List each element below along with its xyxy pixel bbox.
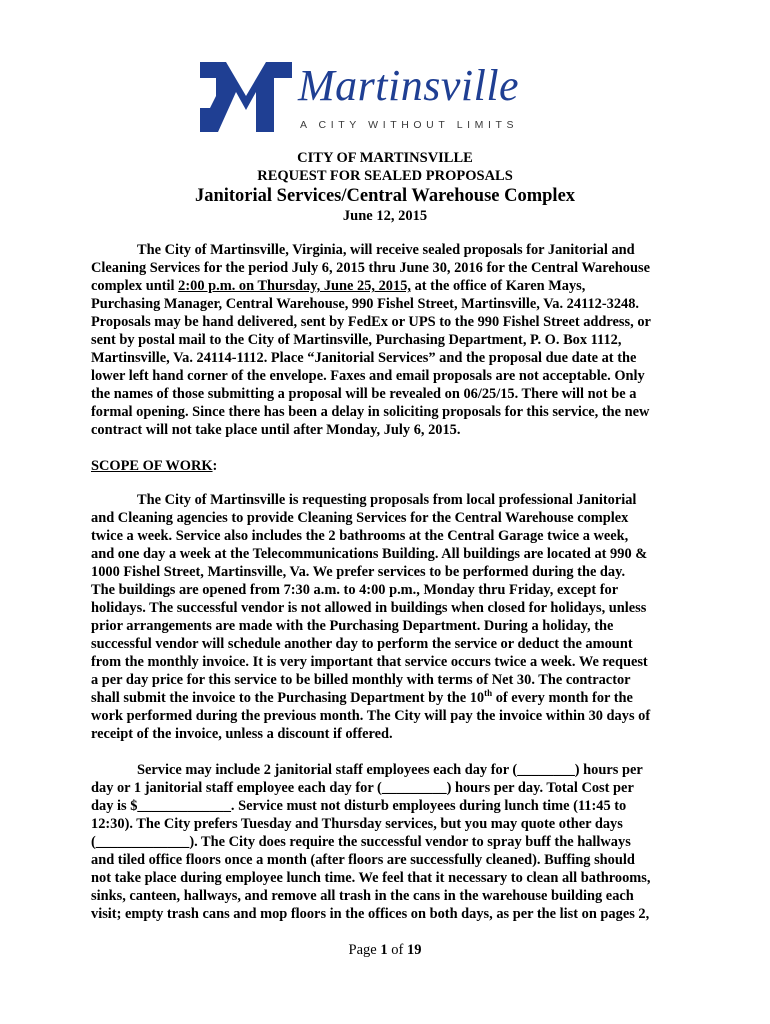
text-line: sinks, canteen, hallways, and remove all trash in the cans in the warehouse building each bbox=[91, 888, 634, 904]
logo-tagline: A CITY WITHOUT LIMITS bbox=[300, 119, 519, 131]
scope-heading bbox=[91, 457, 681, 475]
text-segment: at the office of Karen Mays, bbox=[411, 278, 586, 294]
text-line: The buildings are opened from 7:30 a.m. to 4:00 p.m., Monday thru Friday, except for bbox=[91, 582, 619, 598]
text-segment: shall submit the invoice to the Purchasing Department by the 10 bbox=[91, 690, 485, 706]
page-label: Page bbox=[348, 942, 381, 958]
text-segment: of every month for the bbox=[492, 690, 633, 706]
text-line: day is $_____________. Service must not disturb employees during lunch time (11:45 to bbox=[91, 798, 627, 814]
text-line: the names of those submitting a proposal will be revealed on 06/25/15. There will not be a bbox=[91, 386, 637, 402]
text-line: not take place during employee lunch time. We feel that it necessary to clean all bathrooms, bbox=[91, 870, 651, 886]
text-line: lower left hand corner of the envelope. Faxes and email proposals are not acceptable. Only bbox=[91, 368, 645, 384]
text-line: Cleaning Services for the period July 6, 2015 thru June 30, 2016 for the Central Warehouse bbox=[91, 260, 650, 276]
page-total: 19 bbox=[406, 942, 422, 958]
text-line: prior arrangements are made with the Purchasing Department. During a holiday, the bbox=[91, 618, 614, 634]
deadline-text: 2:00 p.m. on Thursday, June 25, 2015, bbox=[178, 278, 411, 294]
document-date: June 12, 2015 bbox=[342, 208, 428, 224]
text-line: from the monthly invoice. It is very important that service occurs twice a week. We request bbox=[91, 654, 648, 670]
text-line: successful vendor will schedule another day to perform the service or deduct the amount bbox=[91, 636, 633, 652]
page-of-label: of bbox=[387, 942, 407, 958]
city-logo bbox=[196, 56, 526, 140]
text-line: and tiled office floors once a month (after floors are successfully cleaned). Buffing should bbox=[91, 852, 635, 868]
text-line: twice a week. Service also includes the 2 bathrooms at the Central Garage twice a week, bbox=[91, 528, 629, 544]
text-line: a per day price for this service to be billed monthly with terms of Net 30. The contractor bbox=[91, 672, 631, 688]
text-line: sent by postal mail to the City of Martinsville, Purchasing Department, P. O. Box 1112, bbox=[91, 332, 622, 348]
m-emblem-icon bbox=[196, 56, 296, 136]
text-line: 12:30). The City prefers Tuesday and Thursday services, but you may quote other days bbox=[91, 816, 623, 832]
text-line: The City of Martinsville, Virginia, will receive sealed proposals for Janitorial and bbox=[137, 242, 635, 258]
text-line: 1000 Fishel Street, Martinsville, Va. We prefer services to be performed during the day. bbox=[91, 564, 626, 580]
rfp-heading: REQUEST FOR SEALED PROPOSALS bbox=[257, 168, 513, 184]
scope-heading-text: SCOPE OF WORK bbox=[91, 458, 213, 474]
city-name-heading: CITY OF MARTINSVILLE bbox=[297, 150, 473, 166]
text-line: Service may include 2 janitorial staff employees each day for (________) hours per bbox=[137, 762, 643, 778]
logo-wordmark: Martinsville bbox=[298, 61, 520, 110]
text-line bbox=[91, 689, 681, 707]
text-line: holidays. The successful vendor is not allowed in buildings when closed for holidays, unless bbox=[91, 600, 647, 616]
text-line: and Cleaning agencies to provide Cleaning Services for the Central Warehouse complex bbox=[91, 510, 629, 526]
text-line: Proposals may be hand delivered, sent by FedEx or UPS to the 990 Fishel Street address, or bbox=[91, 314, 651, 330]
text-line: day or 1 janitorial staff employee each day for (_________) hours per day. Total Cost per bbox=[91, 780, 634, 796]
ordinal-superscript: th bbox=[484, 688, 493, 699]
text-segment: complex until bbox=[91, 278, 179, 294]
text-line: Martinsville, Va. 24114-1112. Place “Janitorial Services” and the proposal due date at the bbox=[91, 350, 637, 366]
intro-paragraph bbox=[91, 241, 681, 439]
text-line: visit; empty trash cans and mop floors in the offices on both days, as per the list on pages 2, bbox=[91, 906, 650, 922]
document-title: Janitorial Services/Central Warehouse Complex bbox=[194, 186, 576, 206]
text-line: contract will not take place until after Monday, July 6, 2015. bbox=[91, 422, 461, 438]
text-line bbox=[91, 277, 681, 295]
text-line: work performed during the previous month. The City will pay the invoice within 30 days of bbox=[91, 708, 651, 724]
text-line: Purchasing Manager, Central Warehouse, 990 Fishel Street, Martinsville, Va. 24112-3248. bbox=[91, 296, 640, 312]
text-line: formal opening. Since there has been a delay in soliciting proposals for this service, the new bbox=[91, 404, 650, 420]
scope-heading-colon: : bbox=[212, 458, 218, 474]
text-line: and one day a week at the Telecommunications Building. All buildings are located at 990 & bbox=[91, 546, 648, 562]
page-footer bbox=[0, 942, 770, 959]
page-number: 1 bbox=[380, 942, 388, 958]
text-line: (_____________). The City does require the successful vendor to spray buff the hallways bbox=[91, 834, 631, 850]
service-paragraph bbox=[91, 761, 681, 923]
text-line: receipt of the invoice, unless a discount if offered. bbox=[91, 726, 393, 742]
text-line: The City of Martinsville is requesting proposals from local professional Janitorial bbox=[137, 492, 637, 508]
scope-paragraph bbox=[91, 491, 681, 743]
